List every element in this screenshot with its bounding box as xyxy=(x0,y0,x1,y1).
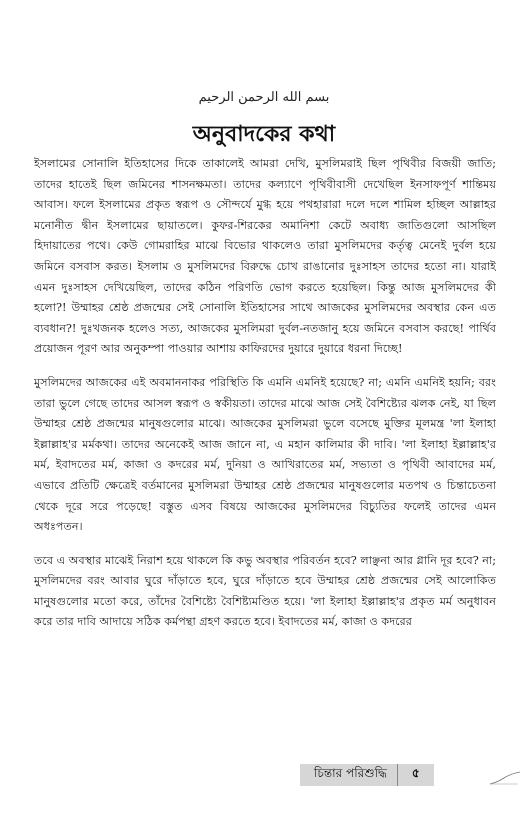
body-text xyxy=(34,154,496,646)
decorative-pen-stroke-icon xyxy=(488,770,522,790)
footer-band xyxy=(300,764,434,786)
paragraph-3: তবে এ অবস্থার মাঝেই নিরাশ হয়ে থাকলে কি কভু অবস্থার পরিবর্তন হবে? লাঞ্ছনা আর গ্লানি দূর হবে? না; মুসলিমদের বরং আবার ঘুরে দাঁড়াতে হবে, ঘুরে দাঁড়াতে হবে উম্মাহর শ্রেষ্ঠ প্রজন্মের সেই আলোকিত মানুষগুলোর মতো করে, তাঁদের বৈশিষ্ট্যে বৈশিষ্ট্যমণ্ডিত হয়ে। 'লা ইলাহা ইল্লাল্লাহ'র প্রকৃত মর্ম অনুধাবন করে তার দাবি আদায়ে সঠিক কর্মপন্থা গ্রহণ করতে হবে। ইবাদতের মর্ম, কাজা ও কদরের xyxy=(34,553,496,629)
paragraph-2: মুসলিমদের আজকের এই অবমাননাকর পরিস্থিতি কি এমনি এমনিই হয়েছে? না; এমনি এমনিই হয়নি; বরং তারা ভুলে গেছে তাদের আসল স্বরূপ ও স্বকীয়তা। তাদের মাঝে আজ সেই বৈশিষ্ট্যের ঝলক নেই, যা ছিল উম্মাহর শ্রেষ্ঠ প্রজন্মের মানুষগুলোর মাঝে। আজকের মুসলিমরা ভুলে বসেছে মুক্তির মূলমন্ত্র 'লা ইলাহা ইল্লাল্লাহ'র মর্মকথা। তাদের অনেকেই আজ জানে না, এ মহান কালিমার কী দাবি। 'লা ইলাহা ইল্লাল্লাহ'র মর্ম, ইবাদতের মর্ম, কাজা ও কদরের মর্ম, দুনিয়া ও আখিরাতের মর্ম, সভ্যতা ও পৃথিবী আবাদের মর্ম, এভাবে প্রতিটি ক্ষেত্রেই বর্তমানের মুসলিমরা উম্মাহর শ্রেষ্ঠ প্রজন্মের মানুষগুলোর মতপথ ও চিন্তাচেতনা থেকে দূরে সরে পড়েছে! বস্তুত এসব বিষয়ে আজকের মুসলিমদের বিচ্যুতির ফলেই তাদের এমন অধঃপতন। xyxy=(34,375,496,534)
page-footer xyxy=(300,764,434,786)
page-title: অনুবাদকের কথা xyxy=(192,121,336,147)
paragraph-1: ইসলামের সোনালি ইতিহাসের দিকে তাকালেই আমরা দেখি, মুসলিমরাই ছিল পৃথিবীর বিজয়ী জাতি; তাদের হাতেই ছিল জমিনের শাসনক্ষমতা। তাদের কল্যাণে পৃথিবীবাসী দেখেছিল ইনসাফপূর্ণ শান্তিময় আবাস। ফলে ইসলামের প্রকৃত স্বরূপ ও সৌন্দর্যে মুগ্ধ হয়ে পথহারারা দলে দলে শামিল হচ্ছিল আল্লাহর মনোনীত দ্বীন ইসলামের ছায়াতলে। কুফর-শিরকের অমানিশা কেটে অবাধ্য জাতিগুলো আসছিল হিদায়াতের পথে। কেউ গোমরাহির মাঝে বিভোর থাকলেও তারা মুসলিমদের কর্তৃত্ব মেনেই দুর্বল হয়ে জমিনে বসবাস করত। ইসলাম ও মুসলিমদের বিরুদ্ধে চোখ রাঙানোর দুঃসাহস তাদের হতো না। যারাই এমন দুঃসাহস দেখিয়েছিল, তাদের কঠিন পরিণতি ভোগ করতে হয়েছিল। কিন্তু আজ মুসলিমদের কী হলো?! উম্মাহর শ্রেষ্ঠ প্রজন্মের সেই সোনালি ইতিহাসের সাথে আজকের মুসলিমদের অবস্থার কেন এত ব্যবধান?! দুঃখজনক হলেও সত্য, আজকের মুসলিমরা দুর্বল-নতজানু হয়ে জমিনে বসবাস করছে! পার্থিব প্রয়োজন পূরণ আর অনুকম্পা পাওয়ার আশায় কাফিরদের দুয়ারে দুয়ারে ধরনা দিচ্ছে! xyxy=(34,157,496,356)
footer-book-title: চিন্তার পরিশুদ্ধি xyxy=(314,766,387,780)
page-number: ৫ xyxy=(411,766,420,780)
bismillah-calligraphy: بسم الله الرحمن الرحيم xyxy=(198,90,330,105)
